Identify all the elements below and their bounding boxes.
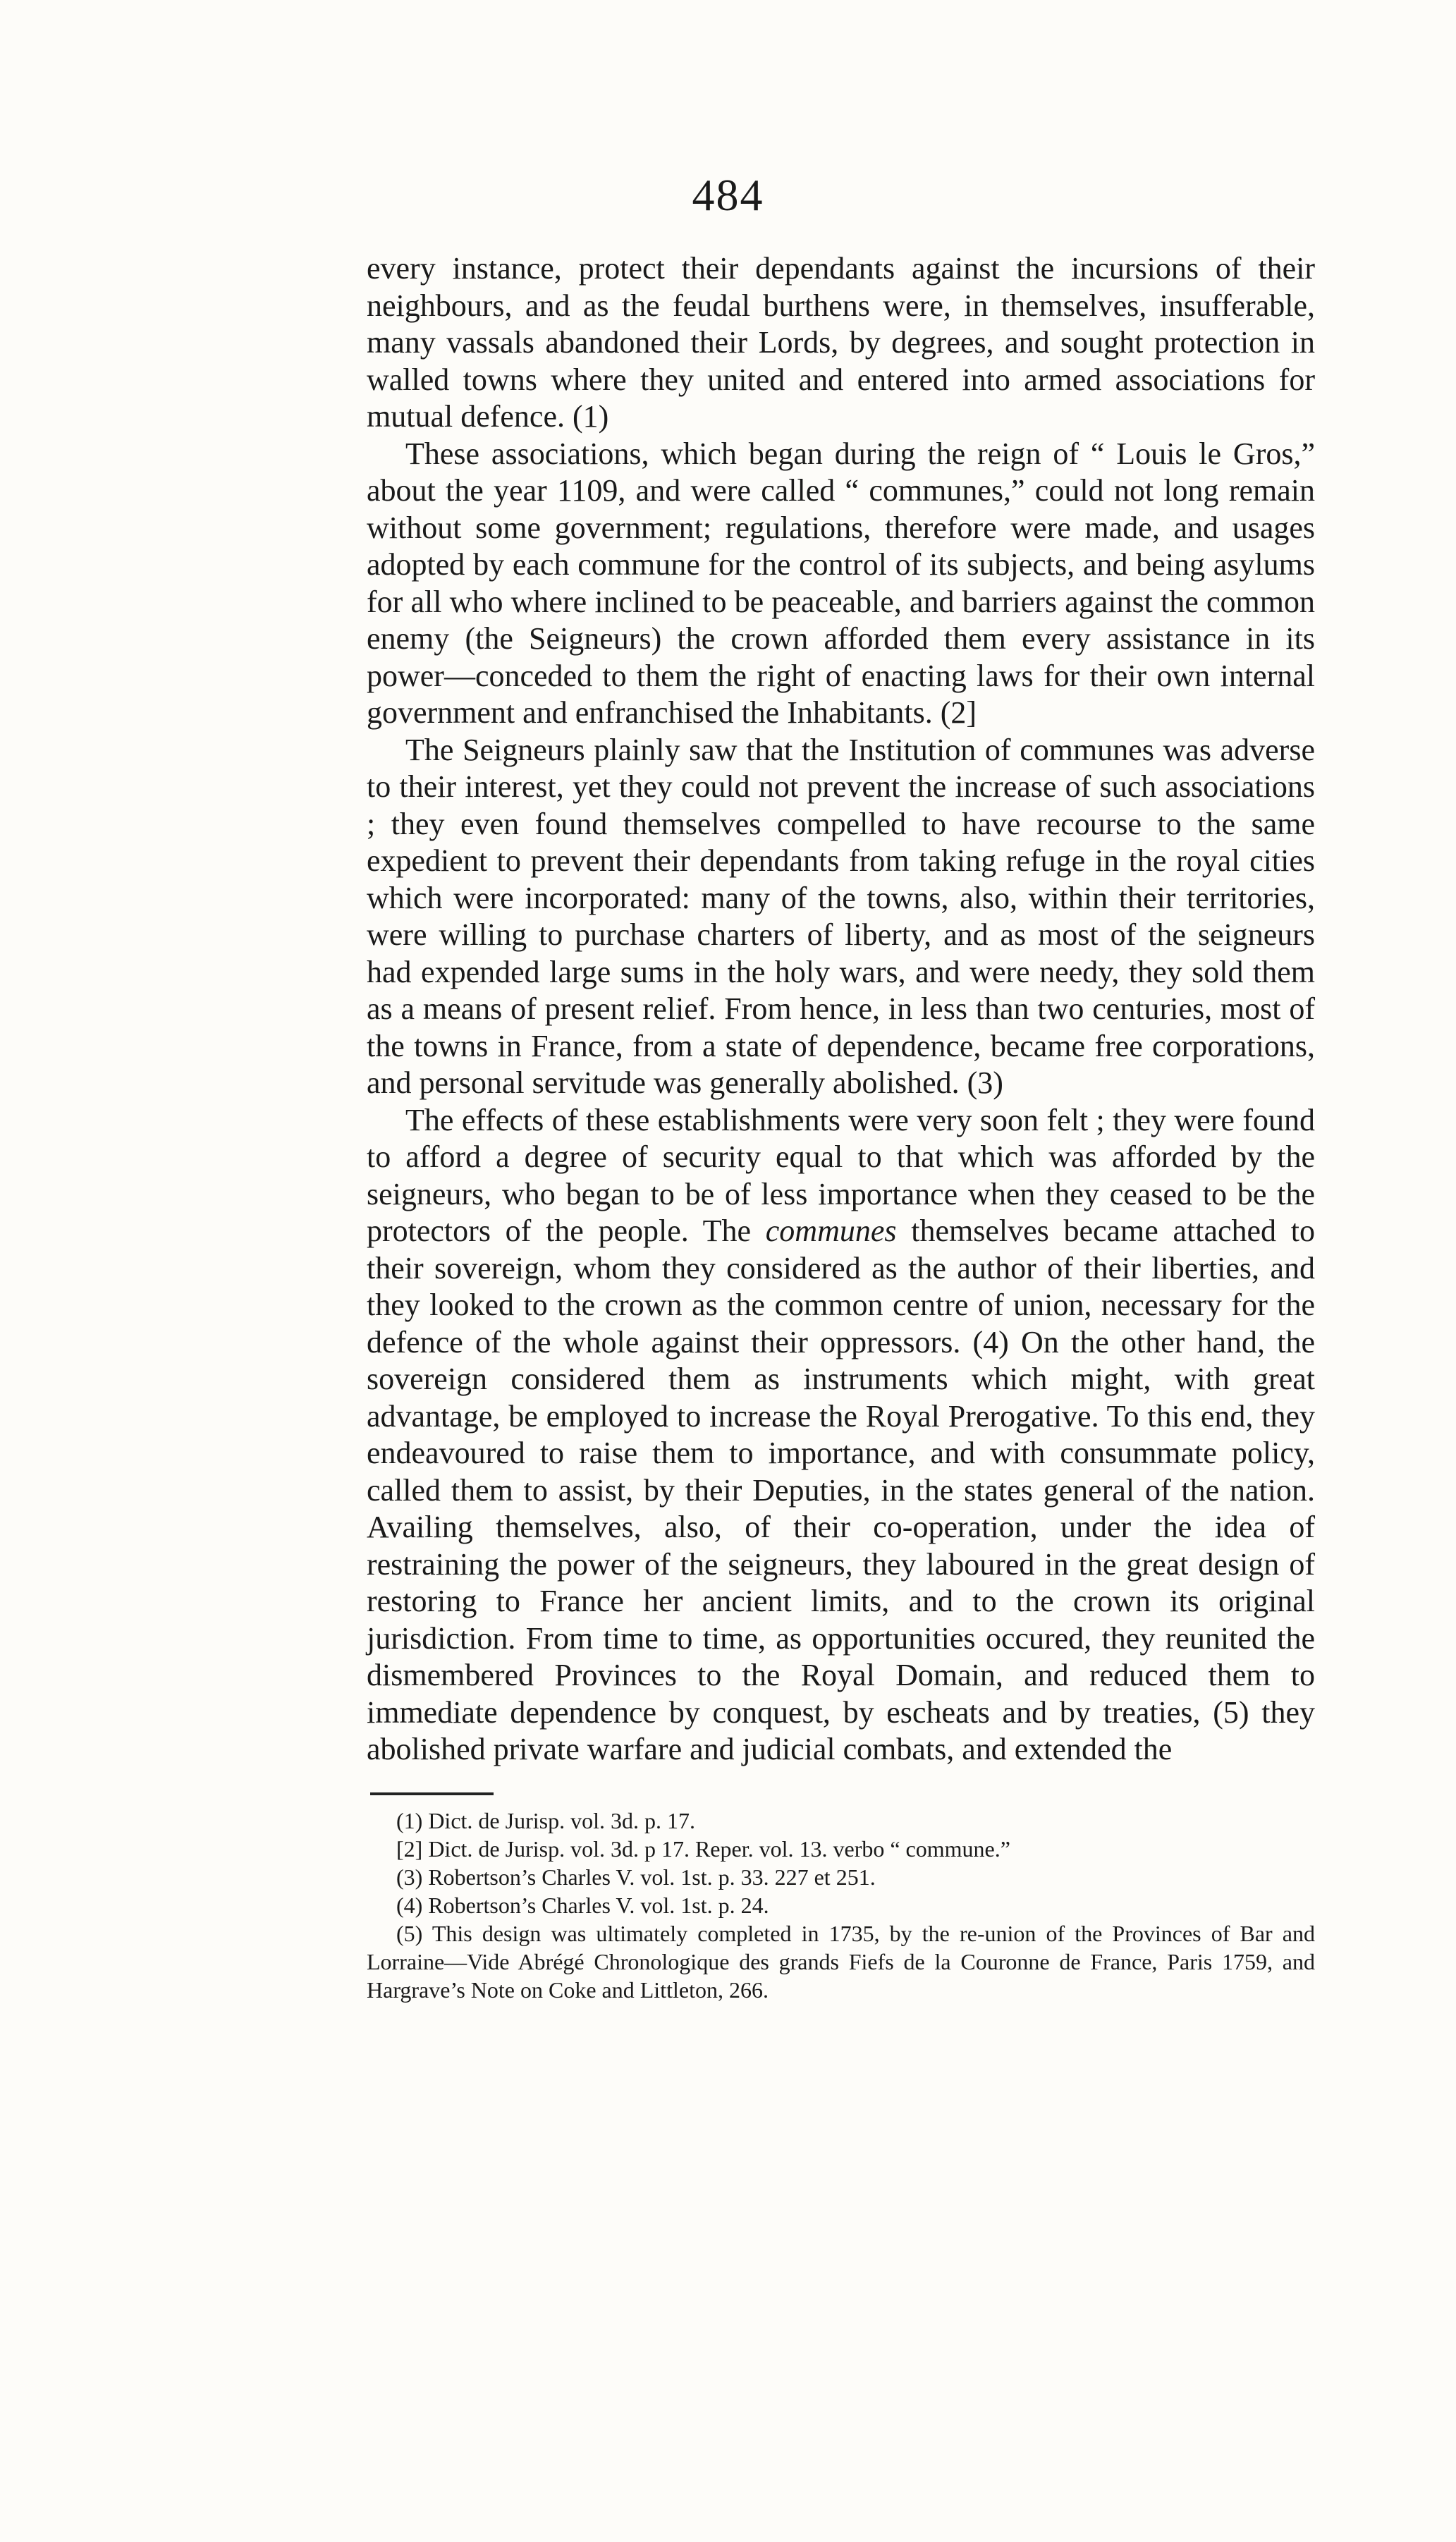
page-number: 484 [692, 170, 764, 220]
paragraph-2: These associations, which began during the reign of “ Louis le Gros,” about the year 1109, and were called “ communes,” could not long remain without some government; regulations, therefore were made, and usages adopted by each commune for the control of its subjects, and being asylums for all who where inclined to be peaceable, and barriers against the common enemy (the Seigneurs) the crown afforded them every assistance in its power—conceded to them the right of enacting laws for their own internal government and enfranchised the Inhabitants. (2] [367, 436, 1315, 730]
paragraph-4-start: The effects of these establishments were very soon felt ; they were found to afford a degree of security equal to that which was afforded by the seigneurs, who began to be of less importance when they ceased to be the protectors of the people. The [367, 1102, 1315, 1248]
paragraph-3: The Seigneurs plainly saw that the Institution of communes was adverse to their interest, yet they could not prevent the increase of such associations ; they even found themselves compelled to have recourse to the same expedient to prevent their dependants from taking refuge in the royal cities which were incorporated: many of the towns, also, within their territories, were willing to purchase charters of liberty, and as most of the seigneurs had expended large sums in the holy wars, and were needy, they sold them as a means of present relief. From hence, in less than two centuries, most of the towns in France, from a state of dependence, became free corporations, and personal servitude was generally abolished. (3) [367, 732, 1315, 1100]
footnote-2: [2] Dict. de Jurisp. vol. 3d. p 17. Reper. vol. 13. verbo “ commune.” [396, 1836, 1010, 1862]
footnote-divider [370, 1792, 494, 1795]
footnote-1: (1) Dict. de Jurisp. vol. 3d. p. 17. [396, 1808, 695, 1833]
paragraph-4 [367, 1102, 1315, 1768]
footnote-5: (5) This design was ultimately completed in 1735, by the re-union of the Provinces of Bar and Lorraine—Vide Abrégé Chronologique des grands Fiefs de la Couronne de France, Paris 1759, and Hargrave’s Note on Coke and Littleton, 266. [367, 1921, 1315, 2003]
footnote-4: (4) Robertson’s Charles V. vol. 1st. p. 24. [396, 1893, 769, 1918]
footnotes [367, 1807, 1315, 2004]
body-text [367, 250, 1315, 1768]
footnote-3: (3) Robertson’s Charles V. vol. 1st. p. 33. 227 et 251. [396, 1864, 876, 1890]
paragraph-1: every instance, protect their dependants against the incursions of their neighbours, and as the feudal burthens were, in themselves, insufferable, many vassals abandoned their Lords, by degrees, and sought protection in walled towns where they united and entered into armed associations for mutual defence. (1) [367, 251, 1315, 434]
paragraph-4-rest: themselves became attached to their sovereign, whom they considered as the author of their liberties, and they looked to the crown as the common centre of union, necessary for the defence of the whole against their oppressors. (4) On the other hand, the sovereign considered them as instruments which might, with great advantage, be employed to increase the Royal Prerogative. To this end, they endeavoured to raise them to importance, and with consummate policy, called them to assist, by their Deputies, in the states general of the nation. Availing themselves, also, of their co-operation, under the idea of restraining the power of the seigneurs, they laboured in the great design of restoring to France her ancient limits, and to the crown its original jurisdiction. From time to time, as opportunities occured, they reunited the dismembered Provinces to the Royal Domain, and reduced them to immediate dependence by conquest, by escheats and by treaties, (5) they abolished private warfare and judicial combats, and extended the [367, 1214, 1315, 1766]
italic-communes: communes [765, 1214, 897, 1248]
